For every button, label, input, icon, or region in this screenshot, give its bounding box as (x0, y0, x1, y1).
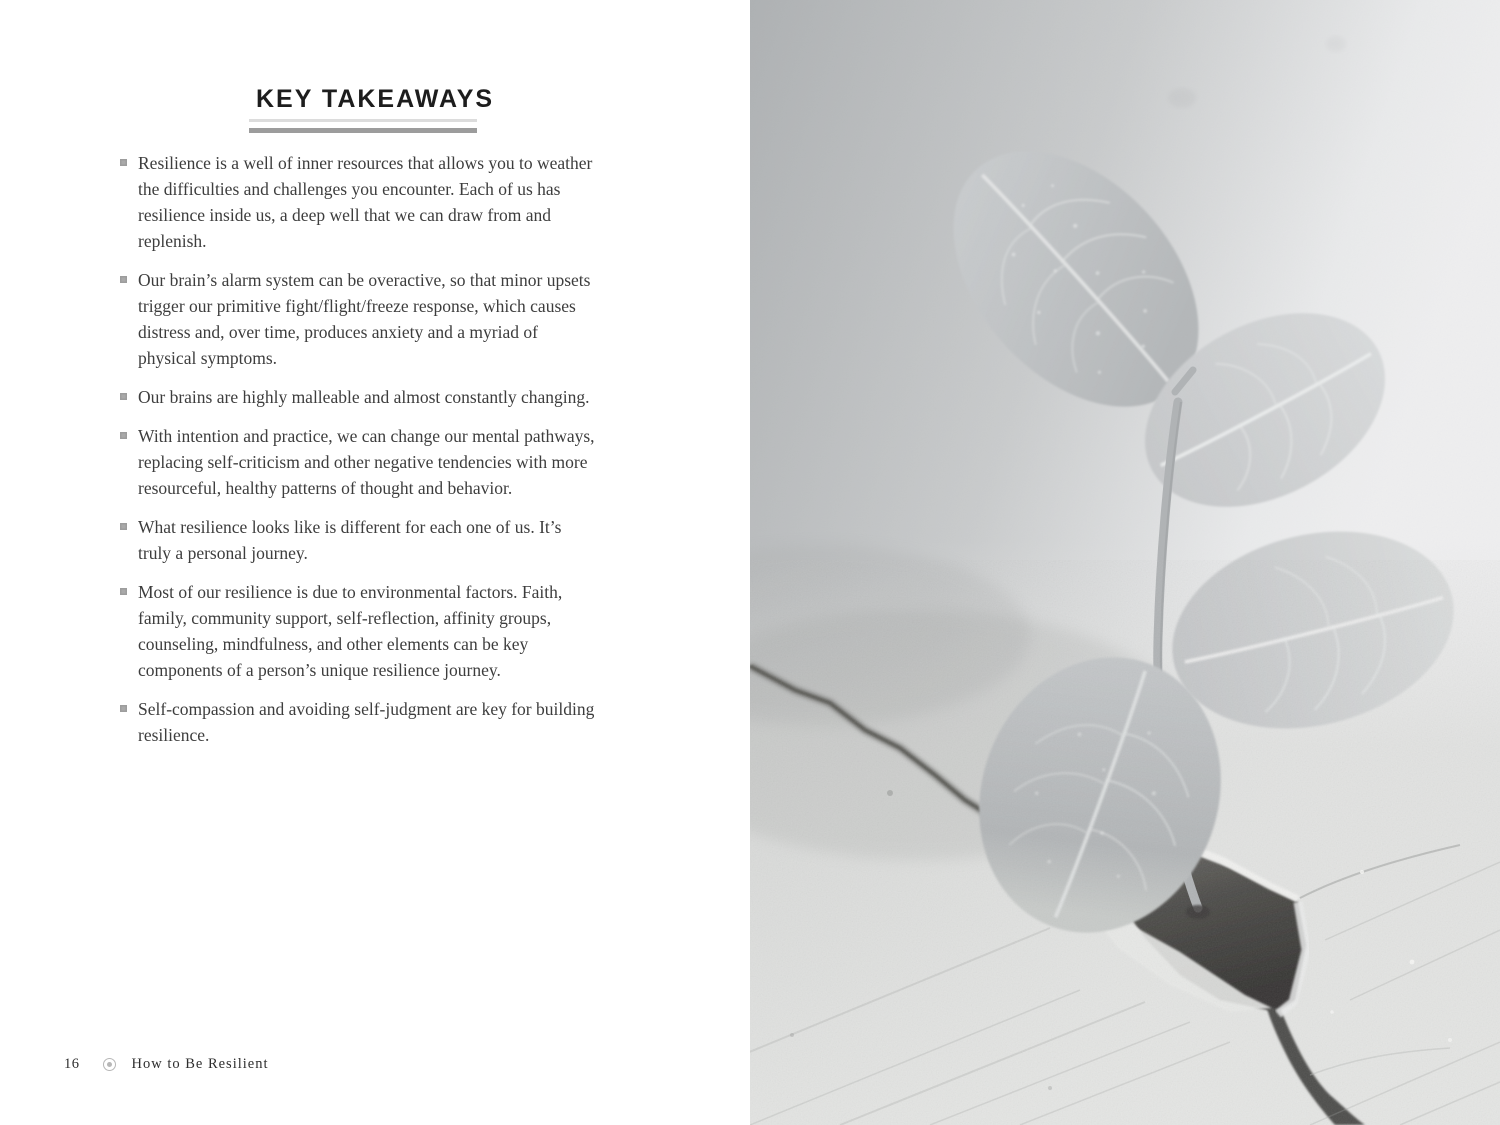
list-item (120, 579, 595, 683)
page-title: KEY TAKEAWAYS (256, 85, 495, 113)
square-bullet-icon (120, 432, 127, 439)
running-book-title: How to Be Resilient (131, 1055, 269, 1072)
heading-block (249, 85, 495, 133)
heading-rule-light (249, 119, 477, 122)
key-takeaways-list (120, 150, 595, 761)
list-item (120, 150, 595, 254)
list-item (120, 267, 595, 371)
takeaway-text: Most of our resilience is due to environmental factors. Faith, family, community support, self-reflection, affinity groups, counseling, mindfulness, and other elements can be key components of a person’s unique resilience journey. (138, 582, 563, 680)
right-page (750, 0, 1500, 1125)
takeaway-text: Our brains are highly malleable and almost constantly changing. (138, 387, 590, 407)
seedling-in-crack-photo (750, 0, 1500, 1125)
takeaway-text: What resilience looks like is different for each one of us. It’s truly a personal journey. (138, 517, 562, 563)
list-item (120, 423, 595, 501)
list-item (120, 384, 595, 410)
page-number: 16 (64, 1055, 80, 1072)
takeaway-text: Resilience is a well of inner resources that allows you to weather the difficulties and challenges you encounter. Each of us has resilience inside us, a deep well that we can draw from and replenish. (138, 153, 593, 251)
page-footer (64, 1054, 269, 1074)
square-bullet-icon (120, 393, 127, 400)
takeaway-text: Our brain’s alarm system can be overactive, so that minor upsets trigger our primitive fight/flight/freeze response, which causes distress and, over time, produces anxiety and a myriad of physical symptoms. (138, 270, 591, 368)
list-item (120, 696, 595, 748)
takeaway-text: Self-compassion and avoiding self-judgment are key for building resilience. (138, 699, 595, 745)
photo-grain (750, 0, 1500, 1125)
square-bullet-icon (120, 159, 127, 166)
takeaway-text: With intention and practice, we can change our mental pathways, replacing self-criticism and other negative tendencies with more resourceful, healthy patterns of thought and behavior. (138, 426, 595, 498)
heading-rule-dark (249, 128, 477, 133)
square-bullet-icon (120, 705, 127, 712)
square-bullet-icon (120, 588, 127, 595)
bullseye-icon (103, 1058, 116, 1071)
square-bullet-icon (120, 276, 127, 283)
square-bullet-icon (120, 523, 127, 530)
list-item (120, 514, 595, 566)
